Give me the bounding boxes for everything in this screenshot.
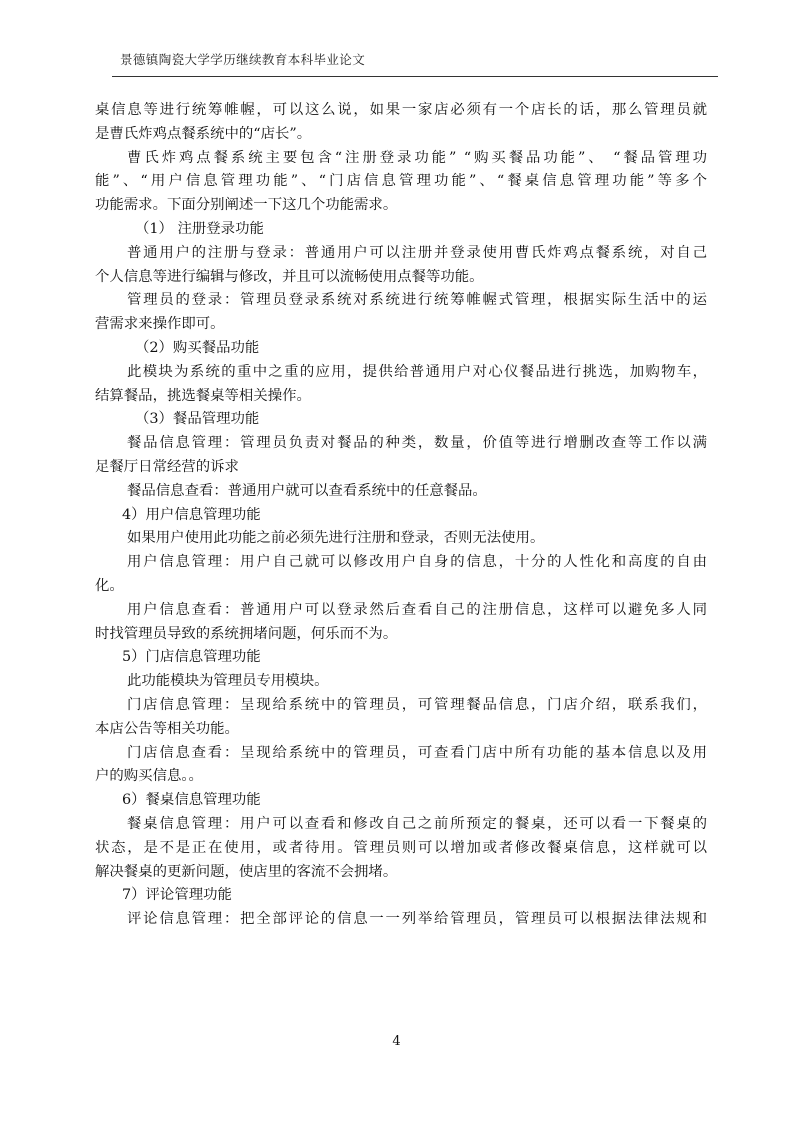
- text-line: 用户信息管理：用户自己就可以修改用户自身的信息，十分的人性化和高度的自由: [127, 554, 707, 571]
- header-rule: [112, 76, 718, 77]
- text-line: 户的购买信息。。: [95, 768, 203, 785]
- text-line: 桌信息等进行统筹帷幄，可以这么说，如果一家店必须有一个店长的话，那么管理员就: [95, 102, 707, 118]
- text-line: （2）购买餐品功能: [135, 339, 260, 356]
- text-line: （1） 注册登录功能: [135, 220, 264, 237]
- text-line: 是曹氏炸鸡点餐系统中的“店长”。: [95, 125, 312, 142]
- text-line: 营需求来操作即可。: [95, 316, 225, 333]
- text-line: 时找管理员导致的系统拥堵问题，何乐而不为。: [95, 625, 398, 642]
- text-line: 普通用户的注册与登录：普通用户可以注册并登录使用曹氏炸鸡点餐系统，对自己: [127, 244, 707, 261]
- text-line: 管理员的登录：管理员登录系统对系统进行统筹帷幄式管理，根据实际生活中的运: [127, 292, 707, 309]
- text-line: 结算餐品，挑选餐桌等相关操作。: [95, 387, 311, 404]
- text-line: 评论信息管理：把全部评论的信息一一列举给管理员，管理员可以根据法律法规和: [127, 911, 707, 928]
- text-line: 化。: [95, 577, 124, 594]
- text-line: 功能需求。下面分别阐述一下这几个功能需求。: [95, 197, 398, 214]
- page-number: 4: [392, 1034, 401, 1049]
- text-line: 4）用户信息管理功能: [122, 506, 261, 523]
- text-line: 此功能模块为管理员专用模块。: [127, 673, 329, 690]
- text-line: 6）餐桌信息管理功能: [122, 792, 261, 809]
- text-line: 门店信息查看：呈现给系统中的管理员，可查看门店中所有功能的基本信息以及用: [127, 744, 707, 761]
- text-line: 曹氏炸鸡点餐系统主要包含“注册登录功能” “购买餐品功能”、 “餐品管理功: [127, 149, 707, 166]
- text-line: 餐品信息管理：管理员负责对餐品的种类，数量，价值等进行增删改查等工作以满: [127, 435, 707, 452]
- text-line: 如果用户使用此功能之前必须先进行注册和登录，否则无法使用。: [127, 530, 545, 547]
- text-line: 此模块为系统的重中之重的应用，提供给普通用户对心仪餐品进行挑选，加购物车，: [127, 363, 707, 380]
- text-line: 能”、“用户信息管理功能”、“门店信息管理功能”、“餐桌信息管理功能”等多个: [95, 173, 707, 190]
- running-header: 景德镇陶瓷大学学历继续教育本科毕业论文: [120, 52, 366, 67]
- text-line: 5）门店信息管理功能: [122, 649, 261, 666]
- text-line: （3）餐品管理功能: [135, 411, 260, 428]
- text-line: 状态，是不是正在使用，或者待用。管理员则可以增加或者修改餐桌信息，这样就可以: [95, 839, 707, 856]
- text-line: 餐桌信息管理：用户可以查看和修改自己之前所预定的餐桌，还可以看一下餐桌的: [127, 815, 707, 832]
- text-line: 解决餐桌的更新问题，使店里的客流不会拥堵。: [95, 863, 398, 880]
- text-line: 个人信息等进行编辑与修改，并且可以流畅使用点餐等功能。: [95, 268, 484, 285]
- text-line: 7）评论管理功能: [122, 887, 232, 904]
- text-line: 餐品信息查看：普通用户就可以查看系统中的任意餐品。: [127, 482, 487, 499]
- text-line: 本店公告等相关功能。: [95, 720, 239, 737]
- body-text: [95, 99, 707, 932]
- text-line: 门店信息管理：呈现给系统中的管理员，可管理餐品信息，门店介绍，联系我们，: [127, 696, 707, 713]
- text-line: 足餐厅日常经营的诉求: [95, 458, 239, 475]
- text-line: 用户信息查看：普通用户可以登录然后查看自己的注册信息，这样可以避免多人同: [127, 601, 707, 618]
